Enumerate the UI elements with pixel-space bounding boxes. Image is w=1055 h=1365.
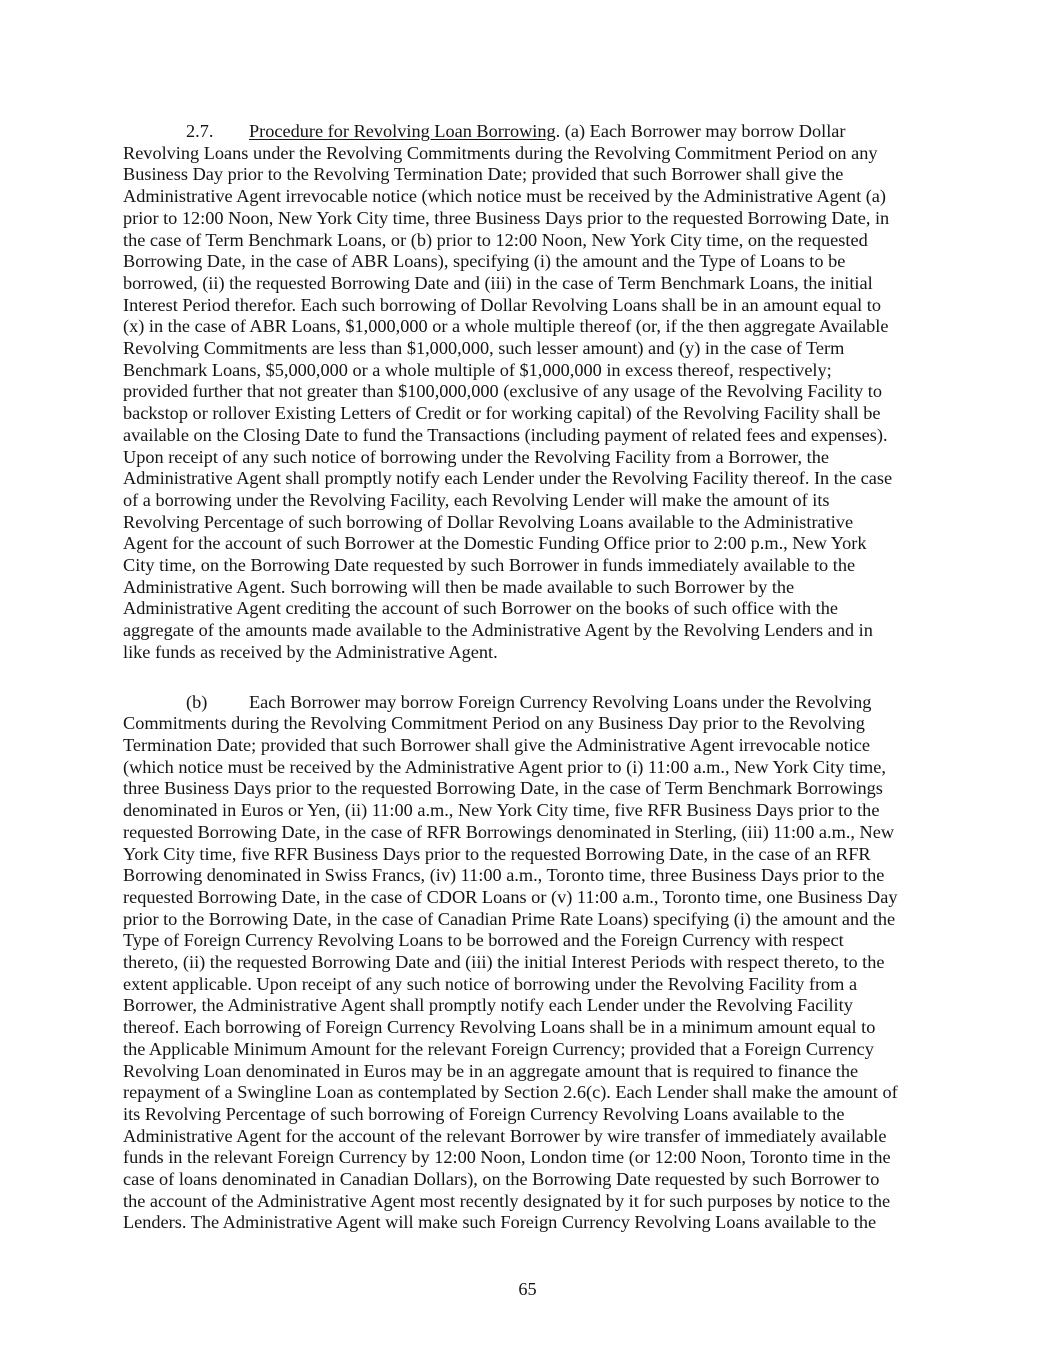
text-segment: . (a) Each Borrower may borrow Dollar — [555, 121, 846, 141]
document-line: Administrative Agent crediting the account of such Borrower on the books of such office with the — [123, 598, 838, 619]
document-line: Interest Period therefor. Each such borrowing of Dollar Revolving Loans shall be in an amount equal to — [123, 294, 881, 315]
document-line: thereto, (ii) the requested Borrowing Date and (iii) the initial Interest Periods with respect thereto, to the — [123, 952, 885, 973]
document-line: the account of the Administrative Agent most recently designated by it for such purposes by notice to the — [123, 1190, 891, 1211]
document-line: like funds as received by the Administrative Agent. — [123, 641, 498, 662]
document-line: prior to 12:00 Noon, New York City time, three Business Days prior to the requested Borrowing Date, in — [123, 207, 890, 228]
document-line: Upon receipt of any such notice of borrowing under the Revolving Facility from a Borrower, the — [123, 446, 829, 467]
document-line: requested Borrowing Date, in the case of RFR Borrowings denominated in Sterling, (iii) 11:00 a.m., New — [123, 821, 895, 842]
document-line: York City time, five RFR Business Days prior to the requested Borrowing Date, in the case of an RFR — [123, 843, 871, 864]
document-line: City time, on the Borrowing Date requested by such Borrower in funds immediately available to the — [123, 555, 856, 576]
document-line: Lenders. The Administrative Agent will make such Foreign Currency Revolving Loans available to the — [123, 1212, 877, 1233]
page-number: 65 — [518, 1279, 537, 1299]
document-line: Borrowing Date, in the case of ABR Loans), specifying (i) the amount and the Type of Loans to be — [123, 251, 846, 272]
text-segment: 2.7. — [123, 121, 249, 141]
document-line: Termination Date; provided that such Borrower shall give the Administrative Agent irrevocable notice — [123, 734, 871, 755]
document-line: the Applicable Minimum Amount for the relevant Foreign Currency; provided that a Foreign Currency — [123, 1038, 874, 1059]
document-line: Commitments during the Revolving Commitment Period on any Business Day prior to the Revolving — [123, 713, 865, 734]
document-line: Administrative Agent for the account of the relevant Borrower by wire transfer of immediately available — [123, 1125, 887, 1146]
document-line: Revolving Percentage of such borrowing of Dollar Revolving Loans available to the Administrative — [123, 511, 854, 532]
document-line: Revolving Loans under the Revolving Commitments during the Revolving Commitment Period on any — [123, 142, 878, 163]
document-line: funds in the relevant Foreign Currency by 12:00 Noon, London time (or 12:00 Noon, Toronto time in the — [123, 1147, 891, 1168]
document-line: of a borrowing under the Revolving Facility, each Revolving Lender will make the amount of its — [123, 489, 830, 510]
document-line: Business Day prior to the Revolving Termination Date; provided that such Borrower shall give the — [123, 164, 844, 185]
document-line: (x) in the case of ABR Loans, $1,000,000 or a whole multiple thereof (or, if the then aggregate Available — [123, 316, 889, 337]
document-line — [123, 121, 953, 143]
document-line: its Revolving Percentage of such borrowing of Foreign Currency Revolving Loans available to the — [123, 1103, 845, 1124]
document-line: borrowed, (ii) the requested Borrowing Date and (iii) in the case of Term Benchmark Loans, the initial — [123, 272, 873, 293]
document-line: Revolving Loan denominated in Euros may be in an aggregate amount that is required to finance the — [123, 1060, 859, 1081]
document-line: denominated in Euros or Yen, (ii) 11:00 a.m., New York City time, five RFR Business Days prior to the — [123, 800, 880, 821]
document-line: Administrative Agent shall promptly notify each Lender under the Revolving Facility thereof. In the case — [123, 468, 893, 489]
document-line: Borrowing denominated in Swiss Francs, (iv) 11:00 a.m., Toronto time, three Business Days prior to the — [123, 865, 885, 886]
document-line: Benchmark Loans, $5,000,000 or a whole multiple of $1,000,000 in excess thereof, respectively; — [123, 359, 832, 380]
document-line: case of loans denominated in Canadian Dollars), on the Borrowing Date requested by such Borrower to — [123, 1169, 880, 1190]
document-line: Revolving Commitments are less than $1,000,000, such lesser amount) and (y) in the case of Term — [123, 338, 845, 359]
document-line: Borrower, the Administrative Agent shall promptly notify each Lender under the Revolving Facility — [123, 995, 853, 1016]
document-line: (which notice must be received by the Administrative Agent prior to (i) 11:00 a.m., New York City time, — [123, 756, 886, 777]
section-heading: Procedure for Revolving Loan Borrowing — [249, 121, 556, 141]
document-line: prior to the Borrowing Date, in the case of Canadian Prime Rate Loans) specifying (i) the amount and the — [123, 908, 896, 929]
document-body — [123, 121, 953, 1234]
document-line: Administrative Agent irrevocable notice (which notice must be received by the Administrative Agent (a) — [123, 186, 887, 207]
document-line: provided further that not greater than $100,000,000 (exclusive of any usage of the Revolving Facility to — [123, 381, 882, 402]
document-line: requested Borrowing Date, in the case of CDOR Loans or (v) 11:00 a.m., Toronto time, one Business Day — [123, 886, 898, 907]
document-line: aggregate of the amounts made available to the Administrative Agent by the Revolving Lenders and in — [123, 620, 873, 641]
document-line: (b) Each Borrower may borrow Foreign Currency Revolving Loans under the Revolving — [123, 691, 872, 712]
document-line: available on the Closing Date to fund the Transactions (including payment of related fees and expenses). — [123, 424, 888, 445]
document-line: the case of Term Benchmark Loans, or (b) prior to 12:00 Noon, New York City time, on the requested — [123, 229, 868, 250]
document-line: thereof. Each borrowing of Foreign Currency Revolving Loans shall be in a minimum amount equal to — [123, 1017, 876, 1038]
section-2-7-paragraph-a — [123, 121, 953, 664]
document-line: three Business Days prior to the requested Borrowing Date, in the case of Term Benchmark Borrowings — [123, 778, 883, 799]
document-line: backstop or rollover Existing Letters of Credit or for working capital) of the Revolving Facility shall be — [123, 403, 881, 424]
document-line: Administrative Agent. Such borrowing will then be made available to such Borrower by the — [123, 576, 795, 597]
section-2-7-paragraph-b — [123, 692, 953, 1235]
document-line: Agent for the account of such Borrower at the Domestic Funding Office prior to 2:00 p.m., New York — [123, 533, 867, 554]
page-footer — [0, 1279, 1055, 1301]
document-line: extent applicable. Upon receipt of any such notice of borrowing under the Revolving Facility from a — [123, 973, 858, 994]
document-line: Type of Foreign Currency Revolving Loans to be borrowed and the Foreign Currency with respect — [123, 930, 844, 951]
document-line: repayment of a Swingline Loan as contemplated by Section 2.6(c). Each Lender shall make the amount of — [123, 1082, 898, 1103]
